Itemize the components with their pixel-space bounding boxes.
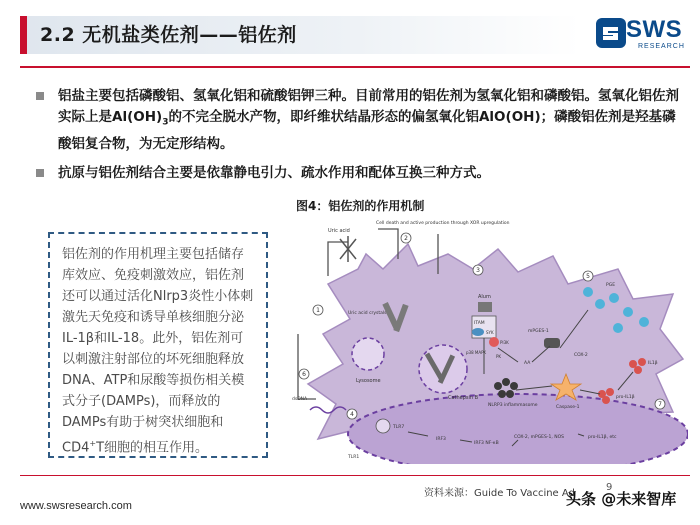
label-mpges: mPGES-1: [528, 329, 549, 334]
alum-receptor: [478, 302, 492, 312]
step-6-label: 6: [302, 371, 306, 378]
figure-title: 图4：铝佐剂的作用机制: [296, 199, 425, 213]
label-dsdna: dsDNA: [292, 397, 308, 402]
mechanism-diagram: [288, 214, 688, 464]
slide-title: 2.2 无机盐类佐剂——铝佐剂: [40, 24, 297, 46]
page-number: 9: [606, 482, 613, 493]
label-caspase: Caspase-1: [556, 405, 580, 410]
uric-acid-icon: [340, 236, 356, 262]
step-4-label: 4: [350, 411, 354, 418]
label-alum: Alum: [478, 294, 491, 300]
label-p38: p38 MAPK: [466, 350, 487, 355]
label-itam: ITAM: [474, 321, 485, 326]
step-5-label: 5: [586, 273, 590, 280]
arrow: [328, 242, 348, 276]
step-7-label: 7: [658, 401, 662, 408]
arrow: [298, 334, 316, 399]
label-syk: SYK: [486, 330, 494, 335]
step-2-label: 2: [404, 235, 408, 242]
label-cox-mpges: COX-2, mPGES-1, NOS: [514, 435, 564, 440]
bullet-item: [36, 163, 684, 184]
label-pk: PK: [496, 354, 502, 359]
slide-header: [0, 0, 700, 72]
cathepsin-vesicle: [419, 345, 467, 393]
label-tlr7: TLR7: [393, 425, 405, 430]
explanation-textbox: [48, 232, 268, 458]
pi3k-node: [489, 337, 499, 347]
arrow: [378, 229, 398, 259]
label-uric-crystals: Uric acid crystals: [348, 311, 387, 316]
label-uric-acid: Uric acid: [328, 228, 350, 234]
source-citation: 资料来源：Guide To Vaccine Ad: [424, 488, 575, 499]
sws-logo: [596, 14, 692, 54]
bullet-text: 抗原与铝佐剂结合主要是依靠静电引力、疏水作用和配体互换三种方式。: [58, 164, 490, 181]
lysosome: [352, 338, 384, 370]
logo-subtext: RESEARCH: [638, 43, 685, 50]
header-divider: [20, 66, 690, 68]
step-1-label: 1: [316, 307, 320, 314]
label-proil1b: pro-IL1β: [616, 395, 635, 400]
label-cox2: COX-2: [574, 353, 588, 358]
label-pi3k: PI3K: [500, 340, 509, 345]
label-lysosome: Lysosome: [356, 378, 381, 384]
label-nlrp3: NLRP3 inflammasome: [488, 403, 538, 408]
footer-url[interactable]: www.swsresearch.com: [20, 500, 132, 512]
label-pro-il1b-etc: pro-IL1β, etc: [588, 435, 617, 440]
bullet-square-icon: [36, 92, 44, 100]
explanation-text: 铝佐剂的作用机理主要包括储存库效应、免疫刺激效应，铝佐剂还可以通过活化Nlrp3炎性小体刺激先天免疫和诱导单核细胞分泌IL-1β和IL-18。此外，铝佐剂可以刺激注射部位的坏死细胞释放DNA、ATP和尿酸等损伤相关模式分子(DAMPs)，而释放的DAMPs有助于树突状细胞和CD4+T细胞的相互作用。: [62, 247, 254, 456]
label-il1b: IL1β: [648, 361, 658, 366]
bullet-text: 铝盐主要包括磷酸铝、氢氧化铝和硫酸铝钾三种。目前常用的铝佐剂为氢氧化铝和磷酸铝。氢氧化铝佐剂实际上是$Al(OH)_3$的不完全脱水产物，即纤维状结晶形态的偏氢氧化铝AlO(OH)；磷酸铝佐剂是羟基磷酸铝复合物，为无定形结构。: [58, 88, 679, 152]
mpges-node: [544, 338, 560, 348]
tlr7-node: [376, 419, 390, 433]
label-cathepsin: Cathepsin B: [448, 395, 479, 401]
header-accent-bar: [20, 16, 27, 54]
label-cell-death: Cell death and active production through XOR upregulation: [376, 221, 510, 226]
bullet-item: [36, 86, 684, 155]
label-irf3nfkb: IRF3 NF-κB: [474, 441, 499, 446]
label-tlr1: TLR1: [348, 455, 360, 460]
bullet-list: [36, 86, 684, 192]
footer-divider: [20, 475, 690, 476]
label-irf3: IRF3: [436, 437, 446, 442]
logo-text: SWS: [626, 16, 683, 43]
sws-logo-icon: [596, 18, 626, 48]
watermark: 头条 @未来智库: [566, 490, 677, 508]
bullet-square-icon: [36, 169, 44, 177]
step-3-label: 3: [476, 267, 480, 274]
label-aa: AA: [524, 361, 531, 366]
syk-node: [472, 328, 484, 336]
label-pge2: PGE: [606, 283, 616, 288]
